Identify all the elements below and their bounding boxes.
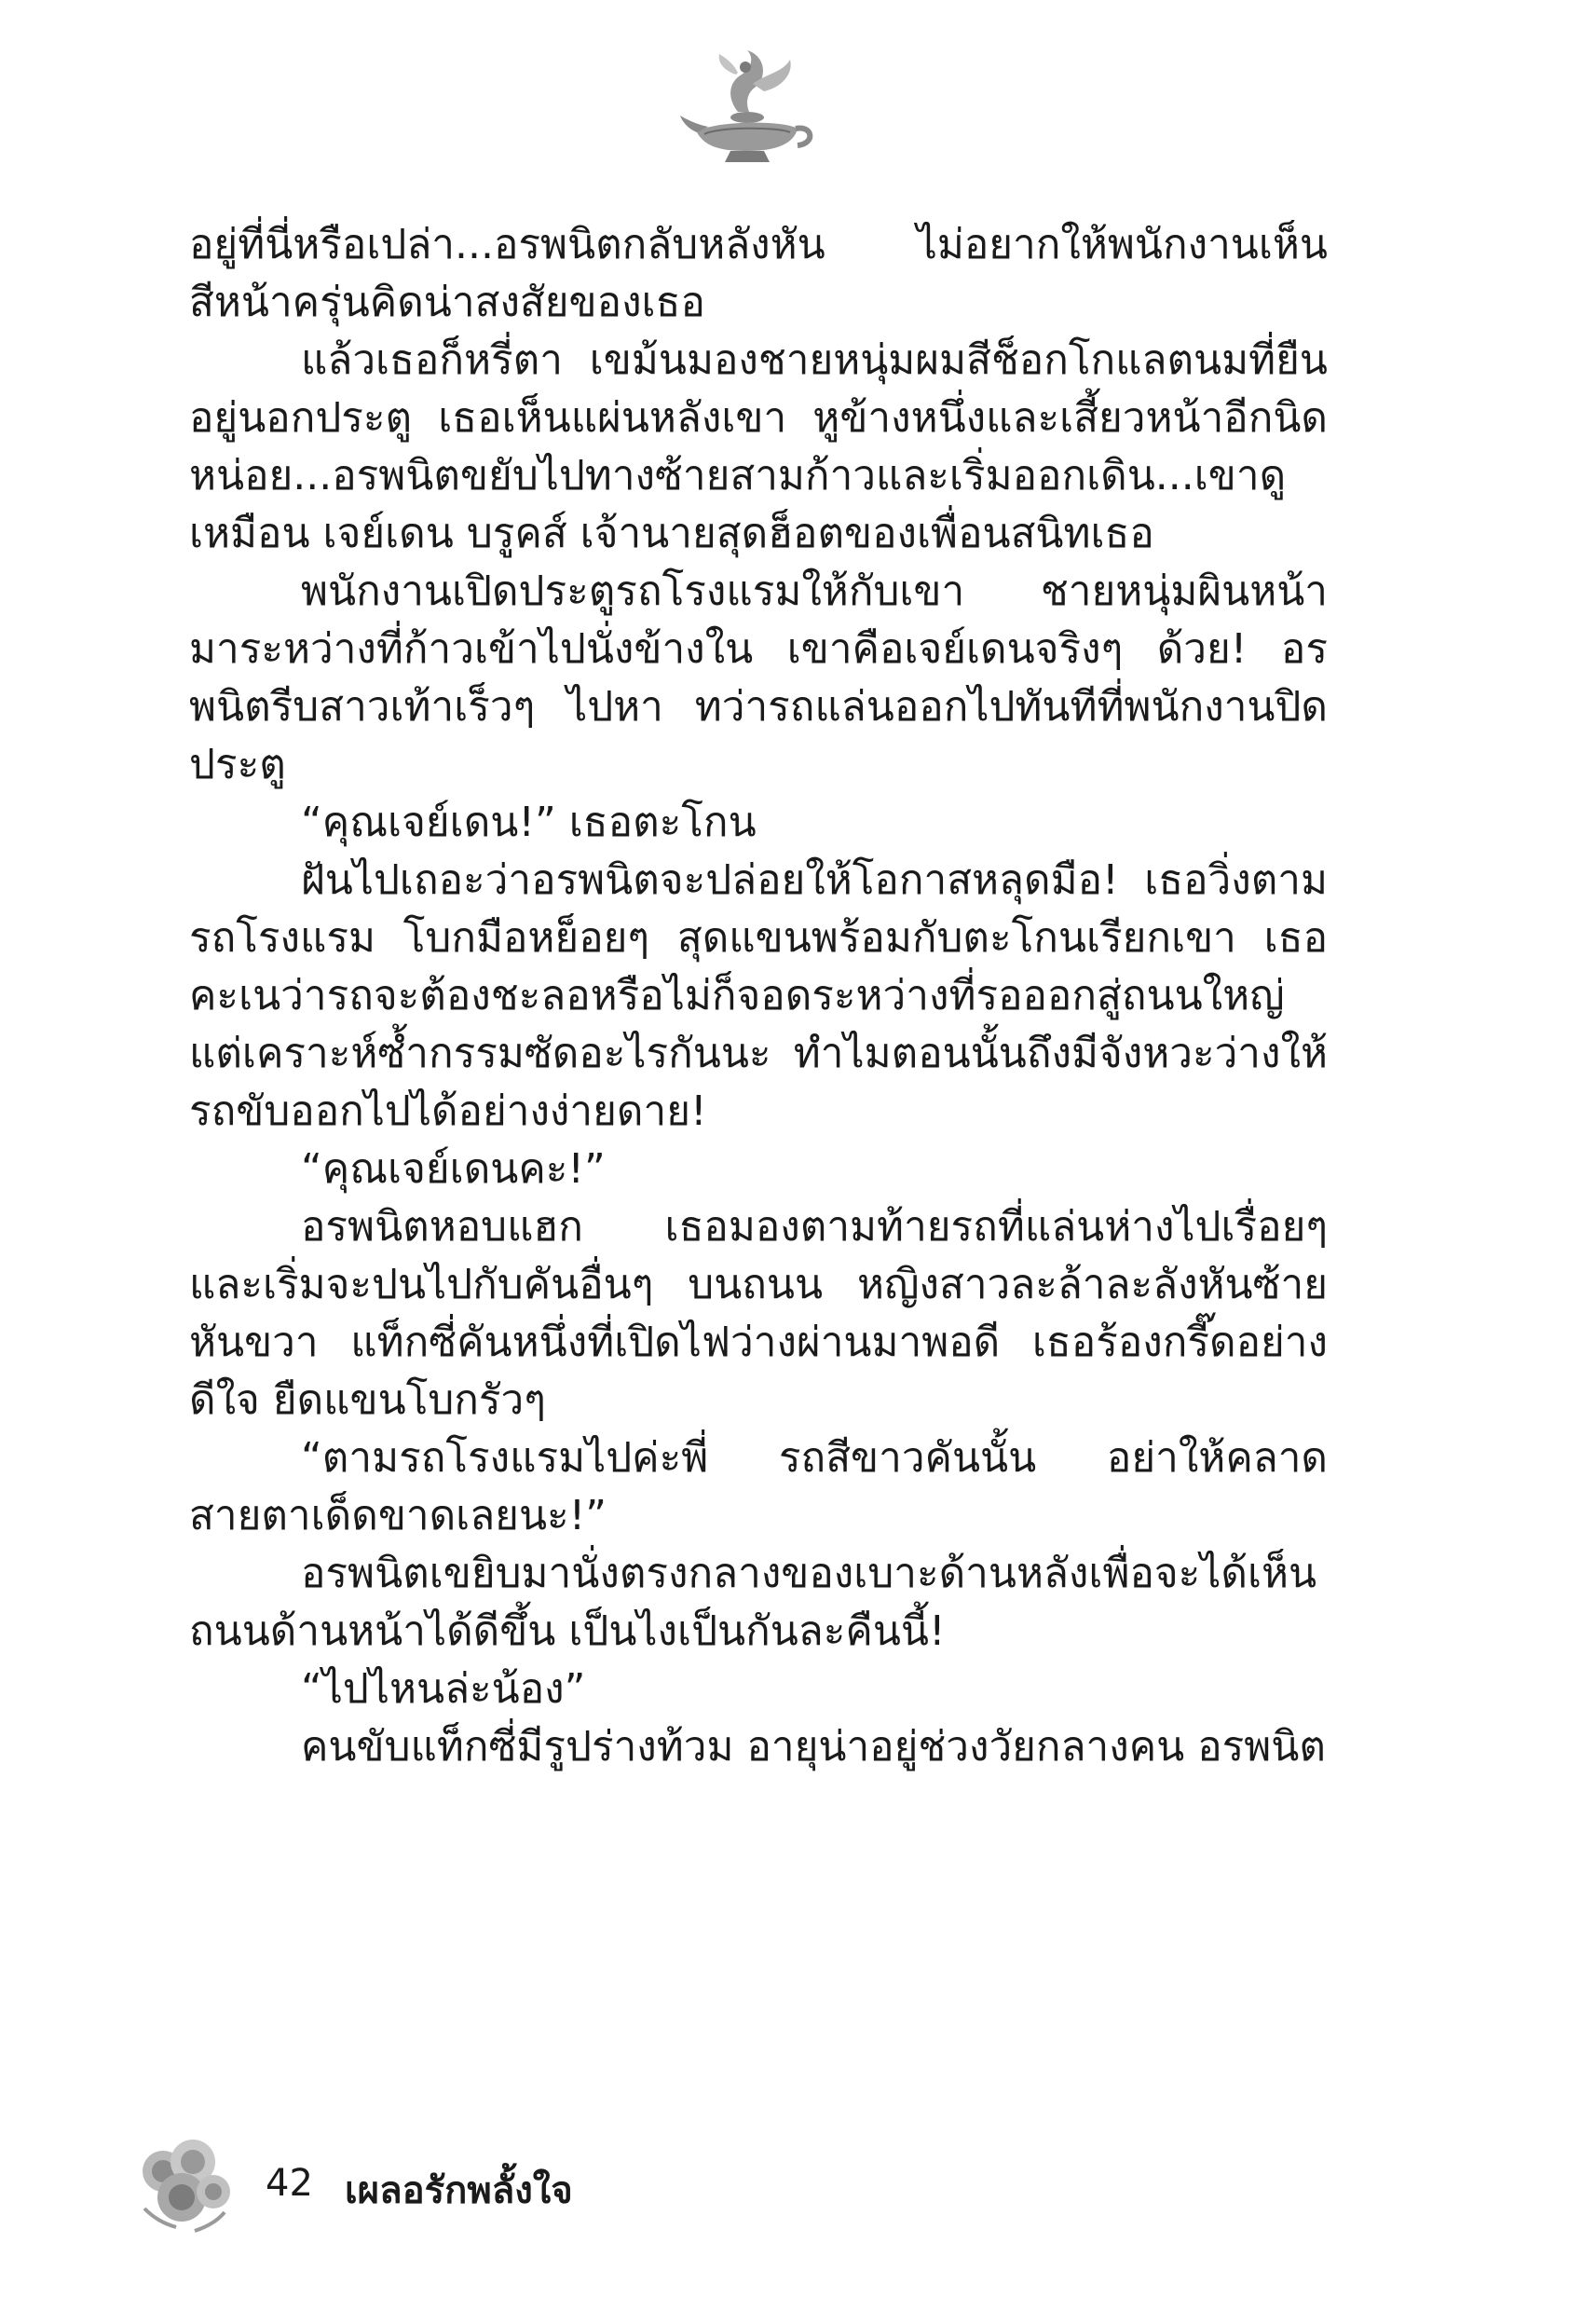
paragraph: “ไปไหนล่ะน้อง” [301, 1665, 586, 1713]
genie-lamp-icon [680, 47, 820, 168]
paragraph: อรพนิตหอบแฮก เธอมองตามท้ายรถที่แล่นห่างไปเรื่อยๆ และเริ่มจะปนไปกับคันอื่นๆ บนถนน หญิงสาวละล้าละลังหันซ้ายหันขวา แท็กซี่คันหนึ่งที่เปิดไฟว่างผ่านมาพอดี เธอร้องกรี๊ดอย่างดีใจ ยืดแขนโบกรัวๆ [189, 1203, 1328, 1424]
paragraph: “ตามรถโรงแรมไปค่ะพี่ รถสีขาวคันนั้น อย่าให้คลาดสายตาเด็ดขาดเลยนะ!” [189, 1434, 1328, 1539]
body-text [189, 216, 1328, 1776]
paragraph: อรพนิตเขยิบมานั่งตรงกลางของเบาะด้านหลังเพื่อจะได้เห็นถนนด้านหน้าได้ดีขึ้น เป็นไงเป็นกันละคืนนี้! [189, 1550, 1317, 1655]
paragraph: “คุณเจย์เดนคะ!” [301, 1145, 606, 1193]
book-title: เผลอรักพลั้งใจ [345, 2169, 573, 2212]
page-footer [135, 2134, 787, 2236]
paragraph: พนักงานเปิดประตูรถโรงแรมให้กับเขา ชายหนุ่มผินหน้ามาระหว่างที่ก้าวเข้าไปนั่งข้างใน เขาคือเจย์เดนจริงๆ ด้วย! อรพนิตรีบสาวเท้าเร็วๆ ไปหา ทว่ารถแล่นออกไปทันทีที่พนักงานปิดประตู [189, 567, 1328, 788]
page-number: 42 [266, 2162, 313, 2205]
paragraph: อยู่ที่นี่หรือเปล่า...อรพนิตกลับหลังหัน ไม่อยากให้พนักงานเห็นสีหน้าครุ่นคิดน่าสงสัยของเธอ [189, 221, 1328, 326]
paragraph: แล้วเธอก็หรี่ตา เขม้นมองชายหนุ่มผมสีช็อกโกแลตนมที่ยืนอยู่นอกประตู เธอเห็นแผ่นหลังเขา หูข้างหนึ่งและเสี้ยวหน้าอีกนิดหน่อย...อรพนิตขยับไปทางซ้ายสามก้าวและเริ่มออกเดิน...เขาดูเหมือน เจย์เดน บรูคส์ เจ้านายสุดฮ็อตของเพื่อนสนิทเธอ [189, 336, 1328, 557]
rose-bouquet-icon [135, 2134, 238, 2236]
paragraph: คนขับแท็กซี่มีรูปร่างท้วม อายุน่าอยู่ช่วงวัยกลางคน อรพนิต [301, 1723, 1326, 1771]
paragraph: ฝันไปเถอะว่าอรพนิตจะปล่อยให้โอกาสหลุดมือ! เธอวิ่งตามรถโรงแรม โบกมือหย็อยๆ สุดแขนพร้อมกับตะโกนเรียกเขา เธอคะเนว่ารถจะต้องชะลอหรือไม่ก็จอดระหว่างที่รอออกสู่ถนนใหญ่ แต่เคราะห์ซ้ำกรรมซัดอะไรกันนะ ทำไมตอนนั้นถึงมีจังหวะว่างให้รถขับออกไปได้อย่างง่ายดาย! [189, 856, 1328, 1135]
paragraph: “คุณเจย์เดน!” เธอตะโกน [301, 799, 757, 846]
